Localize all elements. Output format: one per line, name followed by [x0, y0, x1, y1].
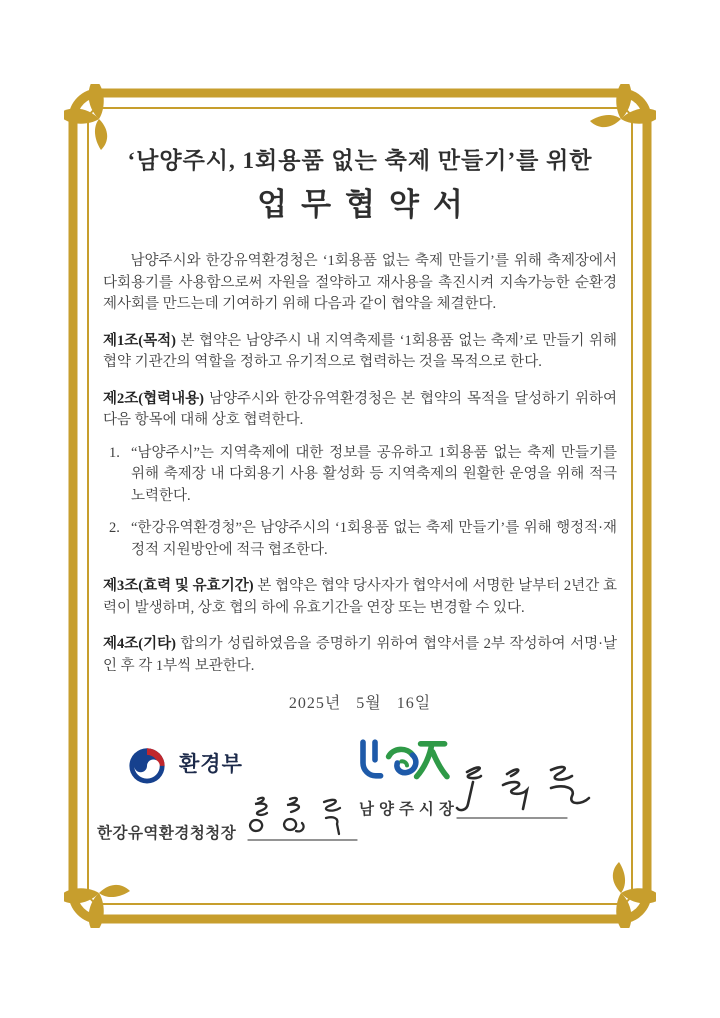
moe-org-row: [125, 743, 243, 787]
article-2-items: [109, 443, 617, 562]
moe-org-name: 환경부: [179, 752, 243, 776]
article-2: [103, 389, 617, 432]
certificate-title-line1: ‘남양주시, 1회용품 없는 축제 만들기’를 위한: [127, 148, 593, 173]
article-1-heading: 제1조(목적): [103, 332, 176, 349]
signature-block: [97, 737, 617, 897]
signature-joo-kwang-deok: [449, 759, 599, 825]
article-3: [103, 576, 617, 619]
article-4-body: 합의가 성립하였음을 증명하기 위하여 협약서를 2부 작성하여 서명·날인 후 각 1부씩 보관한다.: [103, 636, 618, 674]
article-2-body: 남양주시와 한강유역환경청은 본 협약의 목적을 달성하기 위하여 다음 항목에 대해 상호 협력한다.: [103, 390, 618, 428]
article-1-body: 본 협약은 남양주시 내 지역축제를 ‘1회용품 없는 축제’로 만들기 위해 협약 기관간의 역할을 정하고 유기적으로 협력하는 것을 목적으로 한다.: [103, 332, 617, 370]
right-signatory-title: 남양주시장: [359, 800, 459, 818]
list-item: [109, 518, 617, 561]
list-item-text: “남양주시”는 지역축제에 대한 정보를 공유하고 1회용품 없는 축제 만들기를 위해 축제장 내 다회용기 사용 활성화 등 지역축제의 원활한 운영을 위해 적극 노력한다.: [131, 444, 617, 504]
list-item-text: “한강유역환경청”은 남양주시의 ‘1회용품 없는 축제 만들기’를 위해 행정적·재정적 지원방안에 적극 협조한다.: [131, 520, 617, 558]
left-signatory-title: 한강유역환경청청장: [97, 825, 237, 842]
article-1: [103, 331, 617, 374]
article-3-body: 본 협약은 협약 당사자가 협약서에 서명한 날부터 2년간 효력이 발생하며, 상호 협의 하에 유효기간을 연장 또는 변경할 수 있다.: [103, 578, 617, 616]
certificate-title-main: 업무협약서: [257, 187, 477, 222]
left-signature-row: [97, 793, 364, 845]
article-4: [103, 634, 617, 677]
namyangju-city-logo: [355, 733, 451, 793]
list-item-number: 1.: [109, 444, 120, 461]
article-2-heading: 제2조(협력내용): [103, 390, 204, 407]
ministry-of-environment-emblem-icon: [125, 743, 169, 787]
list-item-number: 2.: [109, 520, 120, 536]
agreement-date: 2025년 5월 16일: [288, 695, 432, 712]
certificate-content: [97, 146, 618, 897]
preamble-paragraph: 남양주시와 한강유역환경청은 ‘1회용품 없는 축제 만들기’를 위해 축제장에서 다회용기를 사용함으로써 자원을 절약하고 재사용을 촉진시켜 지속가능한 순환경제사회를 만드는데 기여하기 위해 다음과 같이 협약을 체결한다.: [103, 253, 617, 312]
article-3-heading: 제3조(효력 및 유효기간): [103, 578, 254, 594]
article-4-heading: 제4조(기타): [103, 636, 176, 652]
list-item: [109, 443, 617, 508]
signature-hong-dong-gon: [244, 793, 364, 845]
